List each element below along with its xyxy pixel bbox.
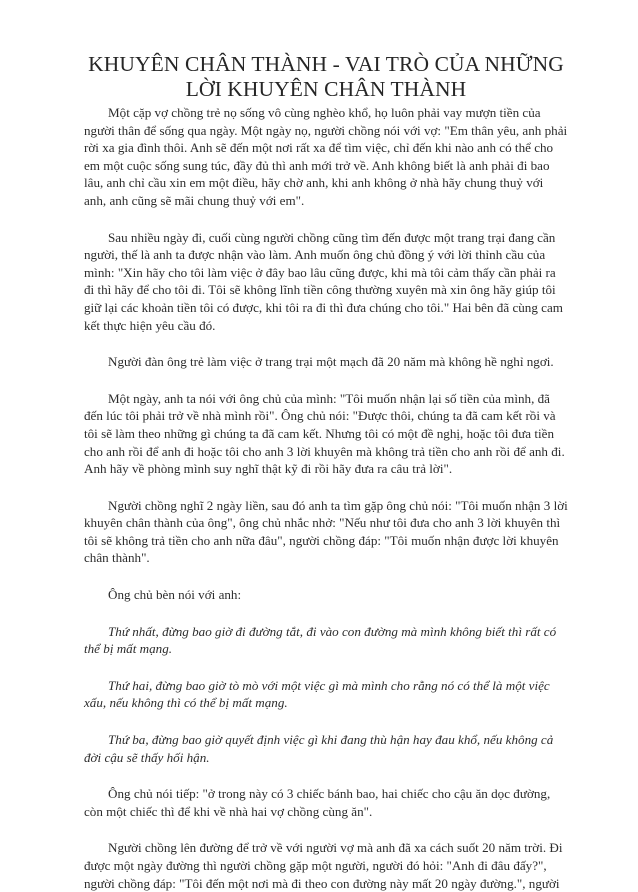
advice-2: Thứ hai, đừng bao giờ tò mò với một việc gì mà mình cho rằng nó có thể là một việc xấu, nếu không thì có thể bị mất mạng.: [84, 677, 550, 711]
title-line-2: LỜI KHUYÊN CHÂN THÀNH: [185, 77, 467, 101]
paragraph-3: Người đàn ông trẻ làm việc ở trang trại một mạch đã 20 năm mà không hề nghỉ ngơi.: [108, 354, 554, 370]
advice-3: Thứ ba, đừng bao giờ quyết định việc gì khi đang thù hận hay đau khổ, nếu không cả đời cậu sẽ thấy hối hận.: [84, 732, 554, 765]
paragraph-6: Ông chủ bèn nói với anh:: [108, 587, 242, 603]
paragraph-1: Một cặp vợ chồng trẻ nọ sống vô cùng nghèo khổ, họ luôn phải vay mượn tiền của người thân để sống qua ngày. Một ngày nọ, người chồng nói với vợ: "Em thân yêu, anh phải rời xa gia đình thôi. Anh sẽ đến một nơi rất xa để tìm việc, chỉ đến khi nào anh có thể cho em một cuộc sống sung túc, đầy đủ thì anh mới trở về. Anh không biết là anh phải đi bao lâu, anh chỉ cầu xin em một điều, hãy chờ anh, khi anh không ở nhà hãy chung thuỷ với anh, anh cũng sẽ mãi chung thuỷ với em".: [84, 105, 568, 208]
paragraph-2: Sau nhiều ngày đi, cuối cùng người chồng cũng tìm đến được một trang trại đang cần người, thế là anh ta được nhận vào làm. Anh muốn ông chủ đồng ý với lời thỉnh cầu của mình: "Xin hãy cho tôi làm việc ở đây bao lâu cũng được, khi mà tôi cảm thấy cần phải ra đi thì hãy để cho tôi đi. Tôi sẽ không lĩnh tiền công thường xuyên mà xin ông hãy giúp tôi giữ lại các khoản tiền tôi có được, khi tôi ra đi thì đưa chúng cho tôi." Hai bên đã cùng cam kết thực hiện yêu cầu đó.: [84, 229, 563, 333]
paragraph-10: Ông chủ nói tiếp: "ở trong này có 3 chiếc bánh bao, hai chiếc cho cậu ăn dọc đường, còn một chiếc thì để khi về nhà hai vợ chồng cùng ăn".: [84, 786, 551, 819]
advice-1: Thứ nhất, đừng bao giờ đi đường tắt, đi vào con đường mà mình không biết thì rất có thể bị mất mạng.: [84, 623, 557, 657]
paragraph-11: Người chồng lên đường để trở về với người vợ mà anh đã xa cách suốt 20 năm trời. Đi được một ngày đường thì người chồng gặp một người, người đó hỏi: "Anh đi đâu đấy?", người chồng đáp: "Tôi đến một nơi mà đi theo con đường này mất 20 ngày đường.", người: [84, 840, 563, 891]
paragraph-5: Người chồng nghĩ 2 ngày liền, sau đó anh ta tìm gặp ông chủ nói: "Tôi muốn nhận 3 lời khuyên chân thành của ông", ông chủ nhắc nhở: "Nếu như tôi đưa cho anh 3 lời khuyên thì tôi sẽ không trả tiền cho anh nữa đâu", người chồng đáp: "Tôi muốn nhận được lời khuyên chân thành".: [84, 497, 568, 566]
paragraph-4: Một ngày, anh ta nói với ông chủ của mình: "Tôi muốn nhận lại số tiền của mình, đã đến lúc tôi phải trở về nhà mình rồi". Ông chủ nói: "Được thôi, chúng ta đã cam kết rồi và tôi sẽ làm theo những gì chúng ta đã cam kết. Nhưng tôi có một đề nghị, hoặc tôi đưa tiền cho anh rồi để anh đi hoặc tôi cho anh 3 lời khuyên mà không trả tiền cho anh rồi để anh đi. Anh hãy về phòng mình suy nghĩ thật kỹ đi rồi hãy đưa ra câu trả lời".: [84, 390, 565, 477]
document-title: [84, 52, 568, 102]
title-line-1: KHUYÊN CHÂN THÀNH - VAI TRÒ CỦA NHỮNG: [88, 52, 564, 76]
document-body: [84, 104, 568, 892]
